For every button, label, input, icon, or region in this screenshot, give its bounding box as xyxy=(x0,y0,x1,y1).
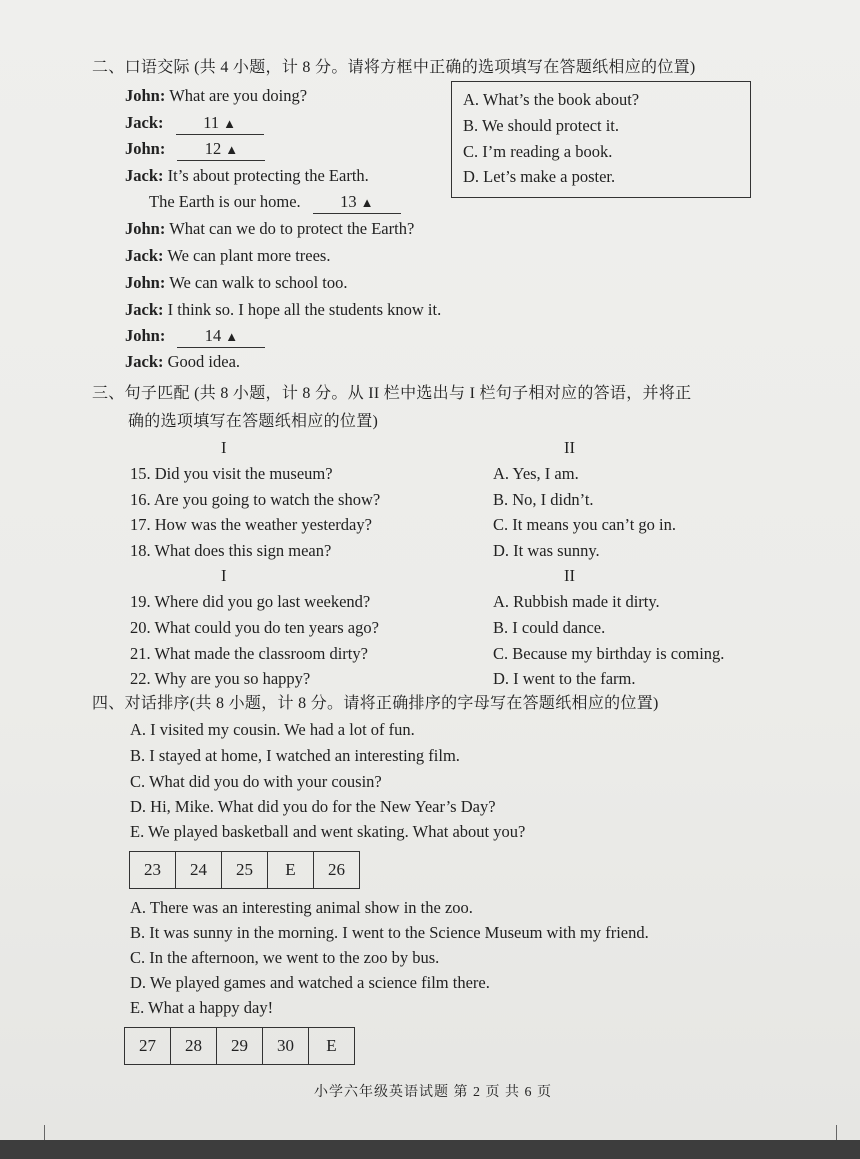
order-cell: 30 xyxy=(263,1028,309,1065)
question-15: 15. Did you visit the museum? xyxy=(130,464,333,483)
order-cell: 23 xyxy=(130,852,176,889)
column-label-ii: II xyxy=(564,566,575,585)
sentence-a: A. I visited my cousin. We had a lot of fun. xyxy=(130,720,415,739)
section4-header: 四、对话排序(共 8 小题，计 8 分。请将正确排序的字母写在答题纸相应的位置) xyxy=(92,695,659,712)
triangle-icon: ▲ xyxy=(225,329,239,344)
sentence-a: A. There was an interesting animal show in the zoo. xyxy=(130,898,473,917)
triangle-icon: ▲ xyxy=(360,195,374,210)
answer-option: D. It was sunny. xyxy=(493,541,600,560)
answer-option: C. Because my birthday is coming. xyxy=(493,644,725,663)
dialogue-line: John: We can walk to school too. xyxy=(125,273,348,292)
scanner-edge xyxy=(0,1140,860,1159)
dialogue-line: Jack: I think so. I hope all the students know it. xyxy=(125,300,442,319)
section3-header: 三、句子匹配 (共 8 小题，计 8 分。从 II 栏中选出与 I 栏句子相对应的答语，并将正 xyxy=(92,385,692,402)
answer-blank-12: 12 ▲ xyxy=(177,139,265,161)
order-table-1 xyxy=(129,851,360,889)
options-box xyxy=(451,81,751,198)
question-21: 21. What made the classroom dirty? xyxy=(130,644,368,663)
dialogue-line: Jack: Good idea. xyxy=(125,352,241,371)
question-17: 17. How was the weather yesterday? xyxy=(130,515,372,534)
dialogue-line: John: 12 ▲ xyxy=(125,139,265,161)
sentence-c: C. What did you do with your cousin? xyxy=(130,772,382,791)
order-table-2 xyxy=(124,1027,355,1065)
sentence-e: E. We played basketball and went skating. What about you? xyxy=(130,822,526,841)
order-cell: 28 xyxy=(171,1028,217,1065)
answer-option: A. Yes, I am. xyxy=(493,464,579,483)
triangle-icon: ▲ xyxy=(225,142,239,157)
option-d: D. Let’s make a poster. xyxy=(463,167,616,186)
crop-mark xyxy=(836,1125,837,1140)
page-footer: 小学六年级英语试题 第 2 页 共 6 页 xyxy=(314,1085,552,1100)
question-20: 20. What could you do ten years ago? xyxy=(130,618,379,637)
order-cell: 26 xyxy=(314,852,360,889)
dialogue-line: Jack: It’s about protecting the Earth. xyxy=(125,166,369,185)
column-label-i: I xyxy=(221,566,227,585)
dialogue-line: Jack: We can plant more trees. xyxy=(125,246,331,265)
sentence-d: D. Hi, Mike. What did you do for the New Year’s Day? xyxy=(130,797,496,816)
answer-option: D. I went to the farm. xyxy=(493,669,636,688)
answer-option: B. No, I didn’t. xyxy=(493,490,594,509)
column-label-i: I xyxy=(221,438,227,457)
column-label-ii: II xyxy=(564,438,575,457)
dialogue-line: John: What are you doing? xyxy=(125,86,308,105)
order-cell: E xyxy=(309,1028,355,1065)
section2-header: 二、口语交际 (共 4 小题，计 8 分。请将方框中正确的选项填写在答题纸相应的位置) xyxy=(92,59,696,76)
order-cell: 25 xyxy=(222,852,268,889)
triangle-icon: ▲ xyxy=(223,116,236,131)
answer-option: C. It means you can’t go in. xyxy=(493,515,676,534)
sentence-b: B. I stayed at home, I watched an interesting film. xyxy=(130,746,460,765)
option-b: B. We should protect it. xyxy=(463,116,620,135)
order-cell: 29 xyxy=(217,1028,263,1065)
order-cell: 27 xyxy=(125,1028,171,1065)
answer-blank-13: 13 ▲ xyxy=(313,192,401,214)
answer-option: A. Rubbish made it dirty. xyxy=(493,592,660,611)
order-cell: E xyxy=(268,852,314,889)
dialogue-line: The Earth is our home. 13 ▲ xyxy=(149,192,401,214)
sentence-d: D. We played games and watched a science film there. xyxy=(130,973,490,992)
answer-option: B. I could dance. xyxy=(493,618,606,637)
answer-blank-14: 14 ▲ xyxy=(177,326,265,348)
sentence-b: B. It was sunny in the morning. I went to the Science Museum with my friend. xyxy=(130,923,649,942)
crop-mark xyxy=(44,1125,45,1140)
option-a: A. What’s the book about? xyxy=(463,90,640,109)
sentence-e: E. What a happy day! xyxy=(130,998,274,1017)
order-cell: 24 xyxy=(176,852,222,889)
question-16: 16. Are you going to watch the show? xyxy=(130,490,381,509)
section3-header-cont: 确的选项填写在答题纸相应的位置) xyxy=(128,413,379,430)
sentence-c: C. In the afternoon, we went to the zoo by bus. xyxy=(130,948,440,967)
answer-blank-11: 11 ▲ xyxy=(176,113,264,135)
dialogue-line: John: 14 ▲ xyxy=(125,326,265,348)
option-c: C. I’m reading a book. xyxy=(463,142,613,161)
dialogue-line: John: What can we do to protect the Earth? xyxy=(125,219,415,238)
dialogue-line: Jack: 11 ▲ xyxy=(125,113,264,135)
question-19: 19. Where did you go last weekend? xyxy=(130,592,371,611)
question-18: 18. What does this sign mean? xyxy=(130,541,332,560)
question-22: 22. Why are you so happy? xyxy=(130,669,311,688)
